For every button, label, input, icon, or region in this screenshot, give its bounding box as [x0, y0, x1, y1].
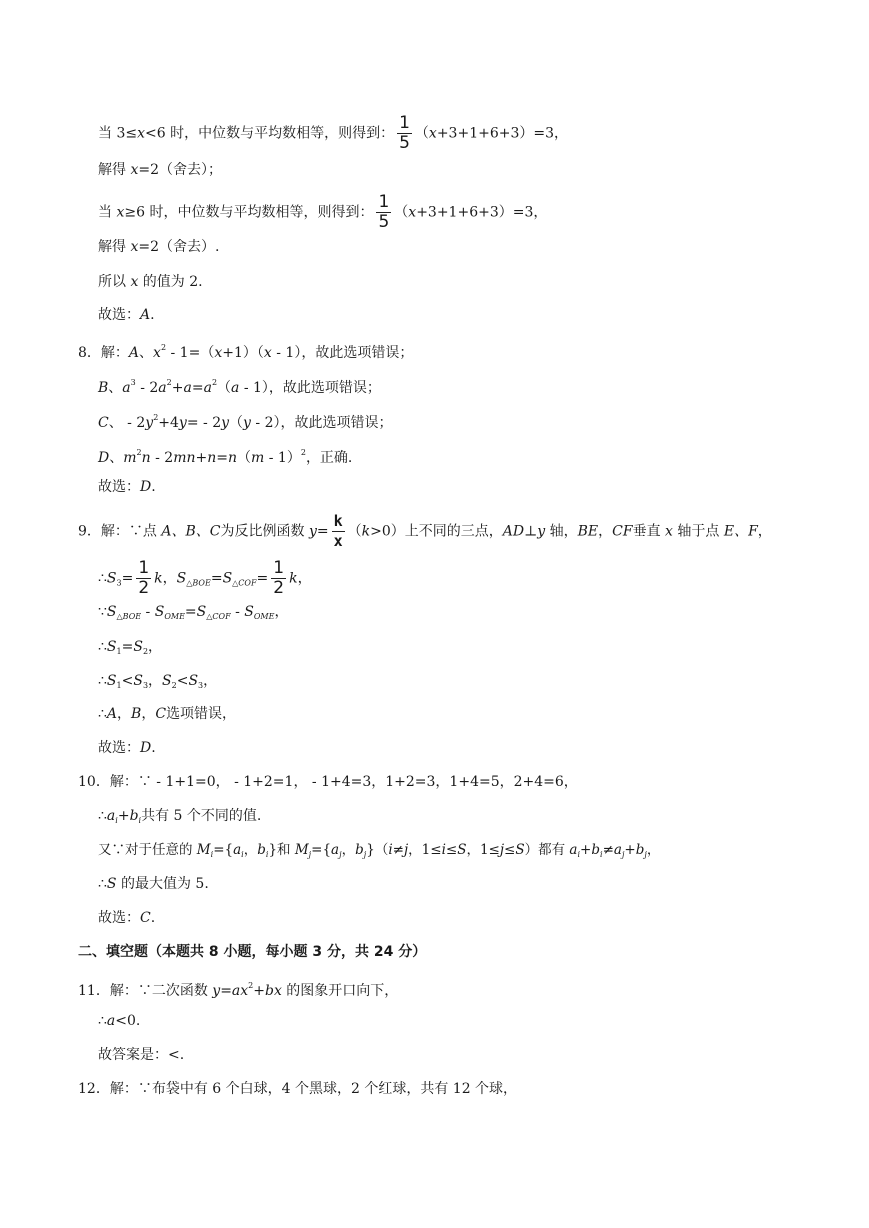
question-10-line: 10．解：∵ - 1+1=0， - 1+2=1， - 1+4=3，1+2=3，1+4=5，2+4=6， [78, 774, 578, 790]
question-8-line: 8．解：A、$x^2 - 1=(x+1)(x - 1)$，故此选项错误； [78, 343, 414, 361]
question-11-line: 11．解：∵二次函数 $y=ax^2+bx$ 的图象开口向下， [78, 981, 399, 999]
solution-line: $\therefore a_i+b_i$共有 5 个不同的值. [98, 808, 262, 825]
solution-line: 解得 x=2（舍去）. [98, 239, 220, 255]
solution-line: C、 - $2y^2+4y= - 2y(y - 2)$，故此选项错误； [98, 413, 393, 431]
answer-line: 故答案是：<. [98, 1047, 185, 1063]
fraction: $\frac{1}{5}$ [378, 192, 390, 232]
answer-line: 故选：D. [98, 740, 156, 756]
solution-line: $\therefore S_1<S_3$，$S_2<S_3$， [98, 673, 218, 690]
answer-line: 故选：D. [98, 479, 156, 495]
solution-line: 又∵对于任意的 $M_i=\{a_i$，$b_i$}和 $M_j=\{a_j$，$b_j\}(i\ne j$，1≤i≤S，1≤j≤S）都有 $a_i+b_i\ne a_j+b_j$， [98, 842, 661, 859]
fraction: $\frac{1}{5}$ [399, 113, 410, 153]
section-heading: 二、填空题（本题共 8 小题，每小题 3 分，共 24 分） [78, 944, 427, 960]
solution-line: $\therefore S_1=S_2$， [98, 639, 163, 656]
solution-line: 当 x≥6 时，中位数与平均数相等，则得到： $\frac{1}{5}$ （x+3+1+6+3）=3， [98, 192, 548, 232]
solution-line: B、$a^3 - 2a^2+a=a^2(a - 1)$，故此选项错误； [98, 378, 381, 396]
fraction: $\frac{1}{2}$ [138, 558, 150, 598]
fraction: $\frac{k}{x}$ [333, 512, 343, 550]
fraction: $\frac{1}{2}$ [273, 558, 285, 598]
solution-line: $\therefore S_3=$ $\frac{1}{2}$ k，$S_{\triangle BOE}=S_{\triangle COF}=$ $\frac{1}{2}$ k， [98, 558, 312, 598]
answer-line: 故选：A. [98, 307, 155, 323]
question-12-line: 12．解：∵布袋中有 6 个白球，4 个黑球，2 个红球，共有 12 个球， [78, 1081, 518, 1097]
solution-line: D、$m^2n - 2mn+n=n(m - 1)^2$，正确. [98, 448, 353, 466]
solution-line: ∴S 的最大值为 5. [98, 876, 209, 892]
answer-line: 故选：C. [98, 910, 156, 926]
solution-line: 所以 x 的值为 2. [98, 274, 203, 290]
solution-line: $\because S_{\triangle BOE} - S_{OME}=S_{\triangle COF} - S_{OME}$， [98, 604, 289, 621]
solution-line: ∴a<0. [98, 1013, 141, 1029]
question-9-line: 9．解：∵点 A、B、C为反比例函数 y= $\frac{k}{x}$ （k>0）上不同的三点，AD⊥y 轴，BE，CF垂直 x 轴于点 E、F， [78, 512, 772, 550]
solution-line: 当 3≤x<6 时，中位数与平均数相等，则得到： $\frac{1}{5}$ （x+3+1+6+3）=3， [98, 113, 569, 153]
solution-line: ∴A，B，C选项错误， [98, 706, 237, 722]
solution-line: 解得 x=2（舍去）； [98, 162, 222, 178]
